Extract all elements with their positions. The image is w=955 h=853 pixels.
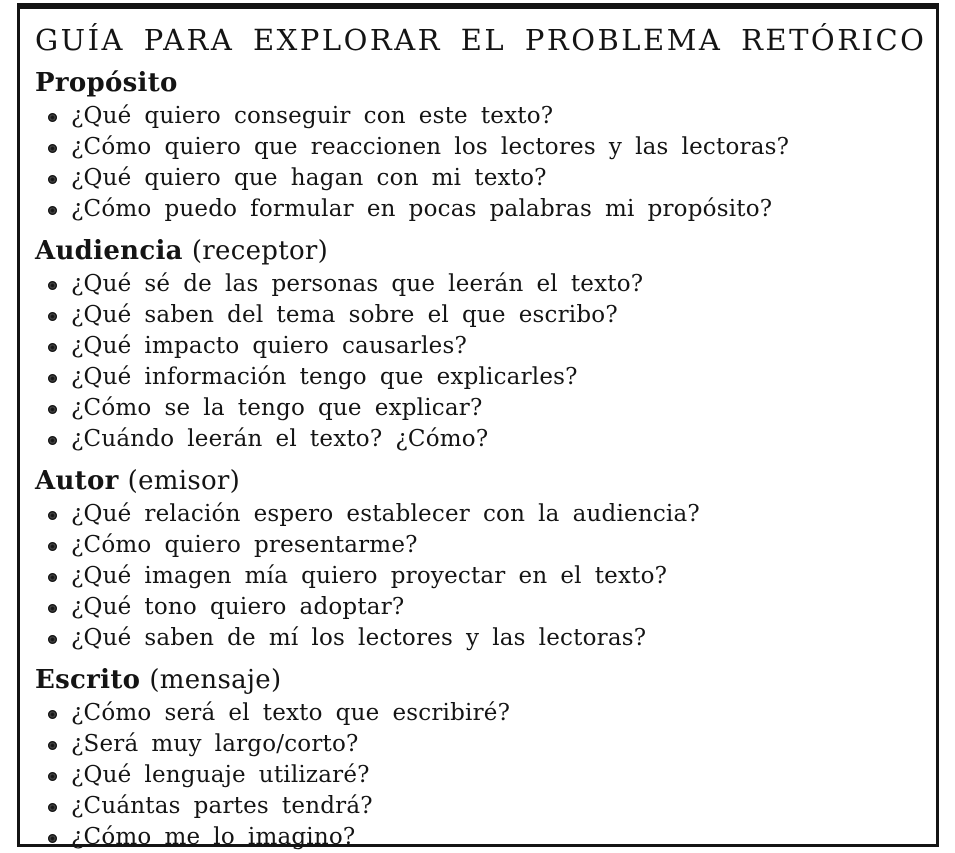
section-heading-qualifier: (receptor) (191, 236, 329, 266)
question-text: ¿Qué quiero conseguir con este texto? (71, 103, 554, 129)
bullet-icon (48, 834, 57, 843)
bullet-icon (48, 803, 57, 812)
question-text: ¿Será muy largo/corto? (71, 731, 359, 757)
question-item (48, 499, 914, 530)
question-item (48, 424, 914, 455)
question-list (35, 269, 914, 455)
bullet-icon (48, 405, 57, 414)
question-item (48, 269, 914, 300)
question-item (48, 698, 914, 729)
bullet-icon (48, 436, 57, 445)
question-item (48, 760, 914, 791)
section-heading-text: Audiencia (35, 236, 183, 266)
question-text: ¿Cómo quiero que reaccionen los lectores y las lectoras? (71, 134, 790, 160)
question-text: ¿Cómo será el texto que escribiré? (71, 700, 511, 726)
question-text: ¿Qué impacto quiero causarles? (71, 333, 467, 359)
question-text: ¿Qué quiero que hagan con mi texto? (71, 165, 547, 191)
section-heading (35, 236, 914, 266)
bullet-icon (48, 144, 57, 153)
bullet-icon (48, 511, 57, 520)
bullet-icon (48, 573, 57, 582)
question-item (48, 194, 914, 225)
bullet-icon (48, 113, 57, 122)
question-item (48, 331, 914, 362)
question-item (48, 530, 914, 561)
question-text: ¿Qué lenguaje utilizaré? (71, 762, 370, 788)
question-list (35, 499, 914, 654)
question-text: ¿Qué información tengo que explicarles? (71, 364, 578, 390)
question-text: ¿Cuándo leerán el texto? ¿Cómo? (71, 426, 489, 452)
question-list (35, 101, 914, 225)
question-item (48, 101, 914, 132)
section-autor (35, 466, 914, 654)
bullet-icon (48, 635, 57, 644)
document-border-box (17, 3, 939, 850)
section-heading (35, 68, 914, 98)
bullet-icon (48, 741, 57, 750)
bullet-icon (48, 604, 57, 613)
question-text: ¿Qué saben de mí los lectores y las lectoras? (71, 625, 647, 651)
question-text: ¿Cómo puedo formular en pocas palabras mi propósito? (71, 196, 773, 222)
section-heading-text: Escrito (35, 665, 141, 695)
question-text: ¿Qué imagen mía quiero proyectar en el texto? (71, 563, 668, 589)
question-text: ¿Cuántas partes tendrá? (71, 793, 373, 819)
section-escrito (35, 665, 914, 853)
question-item (48, 561, 914, 592)
section-audiencia (35, 236, 914, 455)
section-heading (35, 665, 914, 695)
question-item (48, 592, 914, 623)
question-text: ¿Cómo se la tengo que explicar? (71, 395, 483, 421)
bullet-icon (48, 312, 57, 321)
section-heading (35, 466, 914, 496)
question-text: ¿Qué tono quiero adoptar? (71, 594, 405, 620)
question-item (48, 791, 914, 822)
question-text: ¿Cómo me lo imagino? (71, 824, 356, 850)
bullet-icon (48, 343, 57, 352)
question-item (48, 300, 914, 331)
question-item (48, 623, 914, 654)
question-text: ¿Qué relación espero establecer con la audiencia? (71, 501, 700, 527)
question-text: ¿Qué sé de las personas que leerán el texto? (71, 271, 644, 297)
question-item (48, 132, 914, 163)
bullet-icon (48, 374, 57, 383)
question-item (48, 362, 914, 393)
question-text: ¿Qué saben del tema sobre el que escribo? (71, 302, 618, 328)
section-proposito (35, 68, 914, 225)
section-heading-text: Propósito (35, 68, 178, 98)
question-item (48, 822, 914, 853)
page-title: GUÍA PARA EXPLORAR EL PROBLEMA RETÓRICO (35, 23, 927, 57)
question-item (48, 393, 914, 424)
section-heading-qualifier: (emisor) (127, 466, 241, 496)
question-item (48, 729, 914, 760)
question-list (35, 698, 914, 853)
bullet-icon (48, 772, 57, 781)
section-heading-text: Autor (35, 466, 119, 496)
bullet-icon (48, 175, 57, 184)
question-item (48, 163, 914, 194)
bullet-icon (48, 281, 57, 290)
bullet-icon (48, 710, 57, 719)
question-text: ¿Cómo quiero presentarme? (71, 532, 418, 558)
bullet-icon (48, 542, 57, 551)
bullet-icon (48, 206, 57, 215)
section-heading-qualifier: (mensaje) (149, 665, 282, 695)
